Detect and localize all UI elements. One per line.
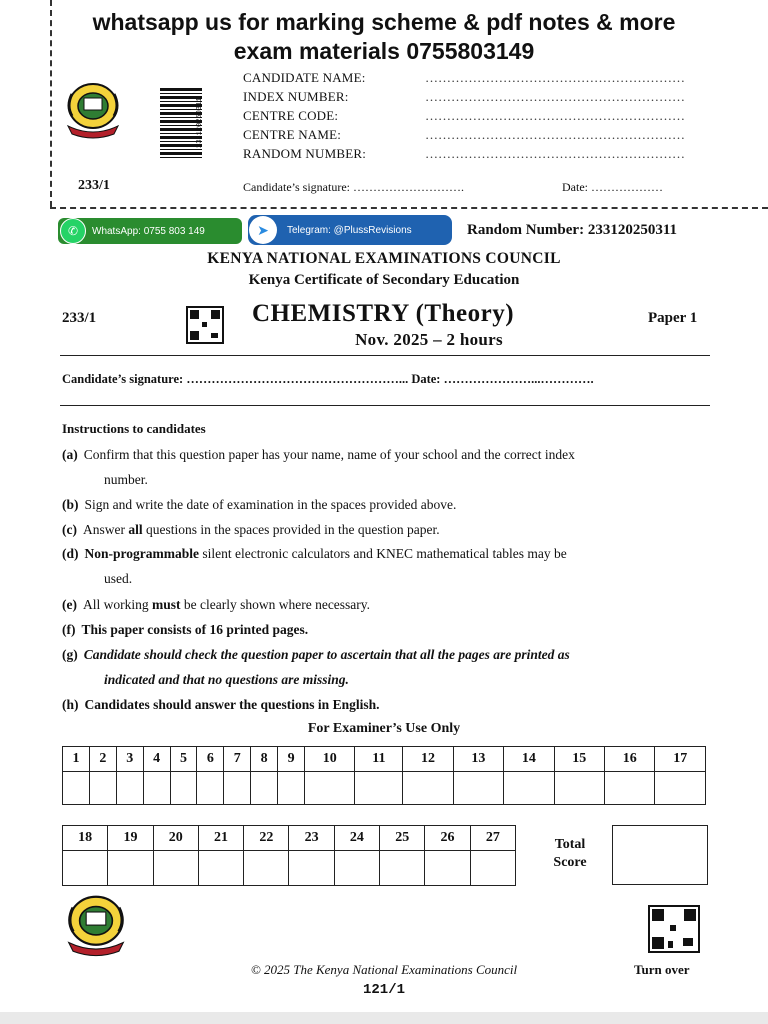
question-number-cell: 25 [380,826,425,851]
total-label-line1: Total [554,837,586,852]
cut-line-horizontal [50,207,768,209]
promo-banner [0,8,768,66]
question-number-cell: 17 [655,747,706,772]
score-entry-cell[interactable] [244,851,289,886]
question-number-cell: 11 [355,747,403,772]
score-entry-cell[interactable] [108,851,153,886]
question-number-cell: 21 [198,826,243,851]
score-entry-cell[interactable] [63,772,90,805]
centre-name-label: CENTRE NAME: [243,127,342,142]
score-entry-cell[interactable] [289,851,334,886]
instruction-label: (e) [62,597,77,612]
score-entry-cell[interactable] [470,851,515,886]
question-number-cell: 6 [197,747,224,772]
question-number-cell: 26 [425,826,470,851]
score-entry-row [63,851,516,886]
score-entry-cell[interactable] [89,772,116,805]
instruction-emphasis: must [151,597,181,612]
instruction-d [62,541,712,591]
question-number-cell: 18 [63,826,108,851]
instruction-g [62,642,712,692]
question-number-cell: 20 [153,826,198,851]
instruction-text: questions in the spaces provided in the question paper. [142,522,440,537]
instruction-label: (h) [62,697,79,712]
question-number-cell: 22 [244,826,289,851]
score-grid-row-1 [62,746,706,805]
score-entry-cell[interactable] [278,772,305,805]
page-edge [0,1012,768,1024]
instructions-heading: Instructions to candidates [62,421,206,436]
copyright-notice: © 2025 The Kenya National Examinations Council [250,962,518,977]
instruction-label: (a) [62,447,78,462]
score-entry-cell[interactable] [334,851,379,886]
cut-line-vertical [50,0,52,207]
score-entry-cell[interactable] [425,851,470,886]
instruction-continuation: used. [104,571,133,586]
score-entry-cell[interactable] [197,772,224,805]
instruction-emphasis: Non-programmable [84,546,199,561]
top-date-field[interactable]: Date: ……………… [562,180,663,194]
question-number-row [63,747,706,772]
instruction-b [62,492,712,517]
subject-title-text: CHEMISTRY (Theory) [251,300,515,327]
instruction-text: be clearly shown where necessary. [180,597,371,612]
score-entry-cell[interactable] [170,772,197,805]
examiner-heading: For Examiner’s Use Only [307,721,461,736]
divider-top [60,355,710,356]
whatsapp-icon: ✆ [60,218,86,244]
score-entry-cell[interactable] [116,772,143,805]
promo-line-1: whatsapp us for marking scheme & pdf notes & more [92,9,676,35]
instruction-h [62,692,712,717]
instruction-emphasis: all [128,522,143,537]
instruction-label: (c) [62,522,77,537]
score-entry-cell[interactable] [198,851,243,886]
question-number-cell: 19 [108,826,153,851]
instruction-text: Sign and write the date of examination in the spaces provided above. [84,497,457,512]
instruction-f [62,617,712,642]
score-entry-cell[interactable] [251,772,278,805]
paper-code: 233/1 [62,310,97,326]
whatsapp-label: WhatsApp: 0755 803 149 [92,225,205,237]
instruction-continuation: indicated and that no questions are missing. [104,672,349,687]
question-number-cell: 9 [278,747,305,772]
candidate-field-labels [243,68,366,163]
question-number-cell: 24 [334,826,379,851]
question-number-cell: 3 [116,747,143,772]
instruction-text: Candidate should check the question paper to ascertain that all the pages are printed as [83,647,570,662]
score-entry-cell[interactable] [504,772,554,805]
telegram-icon: ➤ [249,216,277,244]
instruction-label: (f) [62,622,76,637]
question-number-cell: 23 [289,826,334,851]
total-score-label [540,836,600,872]
score-entry-cell[interactable] [355,772,403,805]
telegram-label: Telegram: @PlussRevisions [287,224,412,236]
question-number-cell: 2 [89,747,116,772]
instruction-continuation: number. [104,472,148,487]
score-entry-cell[interactable] [604,772,654,805]
top-paper-code: 233/1 [78,178,110,193]
instruction-label: (b) [62,497,79,512]
question-number-cell: 4 [143,747,170,772]
score-entry-cell[interactable] [305,772,355,805]
score-entry-cell[interactable] [403,772,453,805]
instruction-text: This paper consists of 16 printed pages. [81,622,309,637]
qr-code-icon [648,905,700,953]
whatsapp-badge[interactable] [58,218,242,244]
instruction-text: Answer [82,522,129,537]
score-entry-cell[interactable] [554,772,604,805]
candidate-field-lines [425,68,685,163]
knec-crest-icon [60,888,132,960]
candidate-name-label: CANDIDATE NAME: [243,70,366,85]
instruction-text: Confirm that this question paper has your name, name of your school and the correct index [83,447,575,462]
question-number-cell: 27 [470,826,515,851]
knec-crest-icon [62,76,124,142]
exam-session: Nov. 2025 – 2 hours [355,330,503,349]
centre-code-field[interactable]: …………………………………………………… [425,108,685,123]
question-number-cell: 5 [170,747,197,772]
random-number-heading: Random Number: 233120250311 [467,222,678,238]
total-label-line2: Score [553,855,587,870]
telegram-badge[interactable] [248,215,452,245]
signature-date-field[interactable]: Candidate’s signature: ……………………………………………... Date: …………………...…………. [62,372,594,386]
score-entry-cell[interactable] [153,851,198,886]
turn-over-label: Turn over [634,962,690,977]
footer-paper-code: 121/1 [362,982,405,998]
random-number-field[interactable]: …………………………………………………… [425,146,685,161]
certificate-name: Kenya Certificate of Secondary Education [248,272,520,288]
score-entry-cell[interactable] [224,772,251,805]
instruction-label: (g) [62,647,78,662]
question-number-cell: 15 [554,747,604,772]
score-entry-cell[interactable] [453,772,503,805]
instruction-text: All working [82,597,152,612]
total-score-box[interactable] [612,825,708,885]
score-entry-cell[interactable] [63,851,108,886]
question-number-cell: 12 [403,747,453,772]
top-signature-field[interactable]: Candidate’s signature: ………………………. [243,180,464,194]
instruction-label: (d) [62,546,79,561]
centre-code-label: CENTRE CODE: [243,108,339,123]
score-entry-cell[interactable] [380,851,425,886]
question-number-cell: 1 [63,747,90,772]
paper-number: Paper 1 [648,310,698,326]
council-name: KENYA NATIONAL EXAMINATIONS COUNCIL [207,250,561,267]
instruction-a [62,442,712,492]
question-number-cell: 16 [604,747,654,772]
instruction-e [62,592,712,617]
score-grid-row-2 [62,825,516,886]
question-number-cell: 7 [224,747,251,772]
question-number-row [63,826,516,851]
barcode-number: 233120250311 [196,97,204,149]
random-number-label: RANDOM NUMBER: [243,146,367,161]
question-number-cell: 8 [251,747,278,772]
question-number-cell: 14 [504,747,554,772]
index-number-field[interactable]: …………………………………………………… [425,89,685,104]
question-number-cell: 13 [453,747,503,772]
divider-bottom [60,405,710,406]
centre-name-field[interactable]: …………………………………………………… [425,127,685,142]
instruction-text: Candidates should answer the questions in English. [84,697,380,712]
index-number-label: INDEX NUMBER: [243,89,349,104]
score-entry-cell[interactable] [143,772,170,805]
score-entry-row [63,772,706,805]
score-entry-cell[interactable] [655,772,706,805]
instruction-text: silent electronic calculators and KNEC mathematical tables may be [199,546,567,561]
promo-line-2: exam materials 0755803149 [233,38,535,64]
question-number-cell: 10 [305,747,355,772]
instruction-c [62,517,712,542]
candidate-name-field[interactable]: …………………………………………………… [425,70,685,85]
